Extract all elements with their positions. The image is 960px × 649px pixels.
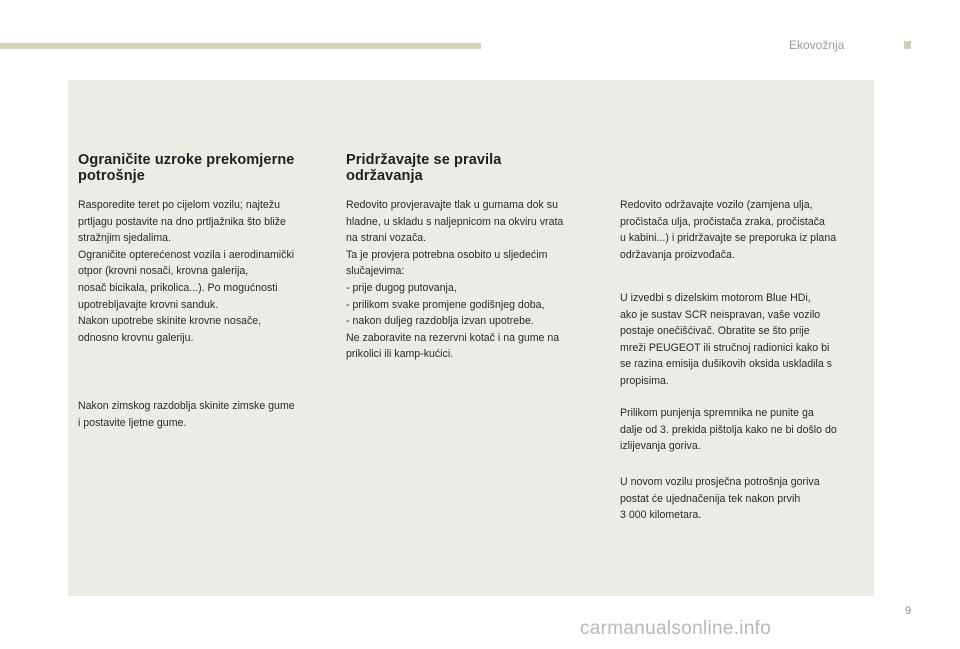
section-marker bbox=[904, 41, 911, 49]
paragraph-new-vehicle-consumption: U novom vozilu prosječna potrošnja goriva postat će ujednačenija tek nakon prvih 3 000 kilometara. bbox=[620, 476, 820, 522]
section-title: Ekovožnja bbox=[789, 38, 845, 52]
watermark: carmanualsonline.info bbox=[580, 618, 772, 639]
paragraph-tyre-pressure: Redovito provjeravajte tlak u gumama dok su hladne, u skladu s naljepnicom na okviru vrata na strani vozača. Ta je provjera potrebna osobito u sljedećim slučajevima: - prije dugog putovanja, - prilikom svake promjene godišnjeg doba, - nakon duljeg razdoblja izvan upotrebe. Ne zaboravite na rezervni kotač i na gume na prikolici ili kamp-kućici. bbox=[346, 199, 564, 361]
heading-limit-consumption: Ograničite uzroke prekomjerne potrošnje bbox=[78, 152, 295, 184]
paragraph-regular-service: Redovito održavajte vozilo (zamjena ulja, pročistača ulja, pročistača zraka, pročistača u kabini...) i pridržavajte se preporuka iz plana održavanja proizvođača. bbox=[620, 199, 837, 261]
paragraph-winter-tyres: Nakon zimskog razdoblja skinite zimske gume i postavite ljetne gume. bbox=[78, 400, 295, 429]
page-number: 9 bbox=[905, 605, 912, 617]
paragraph-scr-system: U izvedbi s dizelskim motorom Blue HDi, ako je sustav SCR neispravan, vaše vozilo postaje onečišćivač. Obratite se što prije mreži PEUGEOT ili stručnoj radionici kako bi se razina emisija dušikovih oksida uskladila s propisima. bbox=[620, 292, 832, 387]
paragraph-refuelling: Prilikom punjenja spremnika ne punite ga dalje od 3. prekida pištolja kako ne bi došlo do izlijevanja goriva. bbox=[620, 407, 837, 453]
paragraph-load-distribution: Rasporedite teret po cijelom vozilu; najtežu prtljagu postavite na dno prtljažnika što bliže stražnjim sjedalima. Ograničite opterećenost vozila i aerodinamički otpor (krovni nosači, krovna galerija, nosač bicikala, prikolica...). Po mogućnosti upotrebljavajte krovni sanduk. Nakon upotrebe skinite krovne nosače, odnosno krovnu galeriju. bbox=[78, 199, 295, 344]
header-accent-bar bbox=[0, 43, 481, 49]
heading-maintenance-rules: Pridržavajte se pravila održavanja bbox=[346, 152, 502, 184]
